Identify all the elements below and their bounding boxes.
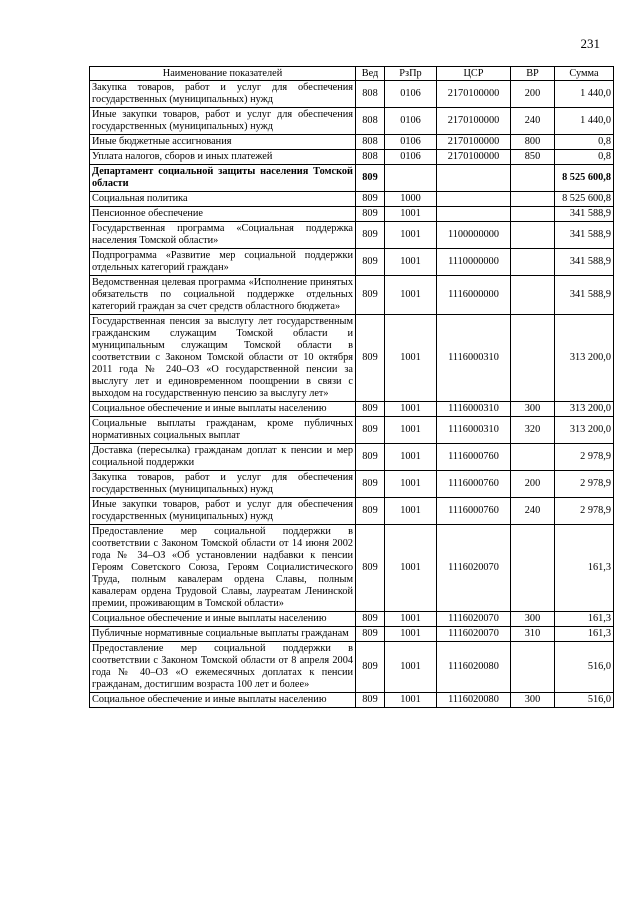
table-row — [90, 192, 614, 207]
row-sum: 341 588,9 — [555, 222, 614, 249]
row-csr: 1100000000 — [437, 222, 511, 249]
row-sum: 341 588,9 — [555, 207, 614, 222]
row-ved: 808 — [356, 81, 385, 108]
row-vr — [511, 249, 555, 276]
table-row — [90, 135, 614, 150]
table-row — [90, 693, 614, 708]
row-rzpr — [385, 165, 437, 192]
row-ved: 809 — [356, 498, 385, 525]
row-csr: 1116000310 — [437, 315, 511, 402]
row-name: Социальная политика — [90, 192, 356, 207]
row-name: Социальное обеспечение и иные выплаты населению — [90, 612, 356, 627]
table-row — [90, 222, 614, 249]
row-ved: 809 — [356, 165, 385, 192]
row-name: Публичные нормативные социальные выплаты гражданам — [90, 627, 356, 642]
row-vr: 320 — [511, 417, 555, 444]
row-rzpr: 0106 — [385, 150, 437, 165]
row-ved: 809 — [356, 693, 385, 708]
row-sum: 2 978,9 — [555, 444, 614, 471]
row-csr — [437, 165, 511, 192]
row-name: Департамент социальной защиты населения Томской области — [90, 165, 356, 192]
row-csr: 1116000310 — [437, 417, 511, 444]
row-sum: 161,3 — [555, 627, 614, 642]
row-vr — [511, 165, 555, 192]
row-vr: 200 — [511, 81, 555, 108]
row-csr: 1116020080 — [437, 642, 511, 693]
row-name: Социальные выплаты гражданам, кроме публичных нормативных социальных выплат — [90, 417, 356, 444]
table-row — [90, 444, 614, 471]
row-csr: 2170100000 — [437, 150, 511, 165]
row-ved: 809 — [356, 525, 385, 612]
row-name: Предоставление мер социальной поддержки в соответствии с Законом Томской области от 8 апреля 2004 года № 40–ОЗ «О ежемесячных доплатах к пенсии гражданам, достигшим возраста 100 лет и более» — [90, 642, 356, 693]
row-ved: 809 — [356, 627, 385, 642]
row-ved: 809 — [356, 276, 385, 315]
row-ved: 808 — [356, 150, 385, 165]
row-ved: 809 — [356, 471, 385, 498]
row-sum: 8 525 600,8 — [555, 192, 614, 207]
row-vr: 310 — [511, 627, 555, 642]
row-sum: 0,8 — [555, 135, 614, 150]
table-row — [90, 498, 614, 525]
row-sum: 313 200,0 — [555, 417, 614, 444]
row-csr: 2170100000 — [437, 135, 511, 150]
row-rzpr: 1001 — [385, 525, 437, 612]
row-csr: 2170100000 — [437, 108, 511, 135]
row-rzpr: 1001 — [385, 612, 437, 627]
row-ved: 808 — [356, 108, 385, 135]
table-row — [90, 642, 614, 693]
row-sum: 1 440,0 — [555, 108, 614, 135]
row-name: Социальное обеспечение и иные выплаты населению — [90, 693, 356, 708]
row-vr: 300 — [511, 612, 555, 627]
row-vr — [511, 276, 555, 315]
row-ved: 809 — [356, 222, 385, 249]
row-vr — [511, 525, 555, 612]
table-row — [90, 150, 614, 165]
row-csr: 1110000000 — [437, 249, 511, 276]
header-vr: ВР — [511, 67, 555, 81]
row-csr: 1116020070 — [437, 627, 511, 642]
table-row — [90, 108, 614, 135]
budget-table — [89, 66, 614, 708]
table-header-row — [90, 67, 614, 81]
row-csr: 1116000760 — [437, 498, 511, 525]
table-row — [90, 525, 614, 612]
row-csr: 1116000310 — [437, 402, 511, 417]
row-name: Уплата налогов, сборов и иных платежей — [90, 150, 356, 165]
row-ved: 809 — [356, 642, 385, 693]
row-csr: 1116020080 — [437, 693, 511, 708]
header-sum: Сумма — [555, 67, 614, 81]
row-vr: 200 — [511, 471, 555, 498]
row-rzpr: 0106 — [385, 135, 437, 150]
row-sum: 2 978,9 — [555, 498, 614, 525]
row-rzpr: 1001 — [385, 315, 437, 402]
row-rzpr: 1001 — [385, 276, 437, 315]
row-rzpr: 1001 — [385, 402, 437, 417]
row-sum: 313 200,0 — [555, 315, 614, 402]
row-rzpr: 1001 — [385, 693, 437, 708]
row-csr: 1116020070 — [437, 525, 511, 612]
row-sum: 0,8 — [555, 150, 614, 165]
row-rzpr: 1001 — [385, 207, 437, 222]
row-ved: 809 — [356, 612, 385, 627]
header-ved: Вед — [356, 67, 385, 81]
row-name: Подпрограмма «Развитие мер социальной поддержки отдельных категорий граждан» — [90, 249, 356, 276]
header-name: Наименование показателей — [90, 67, 356, 81]
row-name: Государственная пенсия за выслугу лет государственным гражданским служащим Томской области и муниципальным служащим Томской области в соответствии с Законом Томской области от 10 октября 2011 года № 240–ОЗ «О государственной пенсии за выслугу лет и единовременном поощрении в связи с выходом на государственную пенсию за выслугу лет» — [90, 315, 356, 402]
row-vr: 300 — [511, 693, 555, 708]
row-vr: 240 — [511, 108, 555, 135]
row-rzpr: 0106 — [385, 81, 437, 108]
row-sum: 516,0 — [555, 642, 614, 693]
row-sum: 341 588,9 — [555, 249, 614, 276]
row-name: Иные бюджетные ассигнования — [90, 135, 356, 150]
table-row — [90, 417, 614, 444]
row-rzpr: 1001 — [385, 471, 437, 498]
row-vr: 800 — [511, 135, 555, 150]
row-name: Социальное обеспечение и иные выплаты населению — [90, 402, 356, 417]
row-name: Ведомственная целевая программа «Исполнение принятых обязательств по социальной поддержке отдельных категорий граждан за счет средств областного бюджета» — [90, 276, 356, 315]
header-csr: ЦСР — [437, 67, 511, 81]
table-row — [90, 249, 614, 276]
row-csr: 2170100000 — [437, 81, 511, 108]
row-sum: 516,0 — [555, 693, 614, 708]
row-sum: 313 200,0 — [555, 402, 614, 417]
row-rzpr: 1001 — [385, 417, 437, 444]
row-rzpr: 1001 — [385, 627, 437, 642]
row-csr: 1116000000 — [437, 276, 511, 315]
row-vr — [511, 222, 555, 249]
row-csr: 1116000760 — [437, 444, 511, 471]
row-rzpr: 1001 — [385, 498, 437, 525]
row-sum: 161,3 — [555, 612, 614, 627]
table-row — [90, 207, 614, 222]
table-row — [90, 165, 614, 192]
row-vr: 300 — [511, 402, 555, 417]
table-row — [90, 402, 614, 417]
row-vr — [511, 444, 555, 471]
row-csr: 1116000760 — [437, 471, 511, 498]
page-number: 231 — [580, 36, 600, 51]
table-row — [90, 612, 614, 627]
row-ved: 809 — [356, 249, 385, 276]
row-csr — [437, 207, 511, 222]
row-name: Предоставление мер социальной поддержки в соответствии с Законом Томской области от 14 июня 2002 года № 34–ОЗ «Об установлении надбавки к пенсии Героям Советского Союза, Героям Социалистического Труда, полным кавалерам ордена Славы, полным кавалерам ордена Трудовой Славы, лауреатам Ленинской премии, проживающим в Томской области» — [90, 525, 356, 612]
row-csr: 1116020070 — [437, 612, 511, 627]
row-vr: 850 — [511, 150, 555, 165]
row-ved: 808 — [356, 135, 385, 150]
row-sum: 8 525 600,8 — [555, 165, 614, 192]
row-ved: 809 — [356, 192, 385, 207]
row-name: Иные закупки товаров, работ и услуг для обеспечения государственных (муниципальных) нужд — [90, 108, 356, 135]
row-rzpr: 1001 — [385, 249, 437, 276]
row-sum: 341 588,9 — [555, 276, 614, 315]
row-vr — [511, 207, 555, 222]
row-rzpr: 1000 — [385, 192, 437, 207]
row-ved: 809 — [356, 315, 385, 402]
row-rzpr: 1001 — [385, 222, 437, 249]
row-name: Закупка товаров, работ и услуг для обеспечения государственных (муниципальных) нужд — [90, 471, 356, 498]
row-name: Иные закупки товаров, работ и услуг для обеспечения государственных (муниципальных) нужд — [90, 498, 356, 525]
row-ved: 809 — [356, 444, 385, 471]
row-name: Государственная программа «Социальная поддержка населения Томской области» — [90, 222, 356, 249]
row-name: Доставка (пересылка) гражданам доплат к пенсии и мер социальной поддержки — [90, 444, 356, 471]
row-ved: 809 — [356, 402, 385, 417]
table-row — [90, 276, 614, 315]
row-ved: 809 — [356, 417, 385, 444]
row-sum: 1 440,0 — [555, 81, 614, 108]
row-vr: 240 — [511, 498, 555, 525]
row-name: Пенсионное обеспечение — [90, 207, 356, 222]
table-row — [90, 315, 614, 402]
row-name: Закупка товаров, работ и услуг для обеспечения государственных (муниципальных) нужд — [90, 81, 356, 108]
row-vr — [511, 642, 555, 693]
row-vr — [511, 315, 555, 402]
row-rzpr: 1001 — [385, 642, 437, 693]
row-csr — [437, 192, 511, 207]
row-rzpr: 1001 — [385, 444, 437, 471]
row-ved: 809 — [356, 207, 385, 222]
table-row — [90, 627, 614, 642]
row-sum: 161,3 — [555, 525, 614, 612]
header-rzpr: РзПр — [385, 67, 437, 81]
table-row — [90, 81, 614, 108]
row-rzpr: 0106 — [385, 108, 437, 135]
row-sum: 2 978,9 — [555, 471, 614, 498]
table-row — [90, 471, 614, 498]
row-vr — [511, 192, 555, 207]
